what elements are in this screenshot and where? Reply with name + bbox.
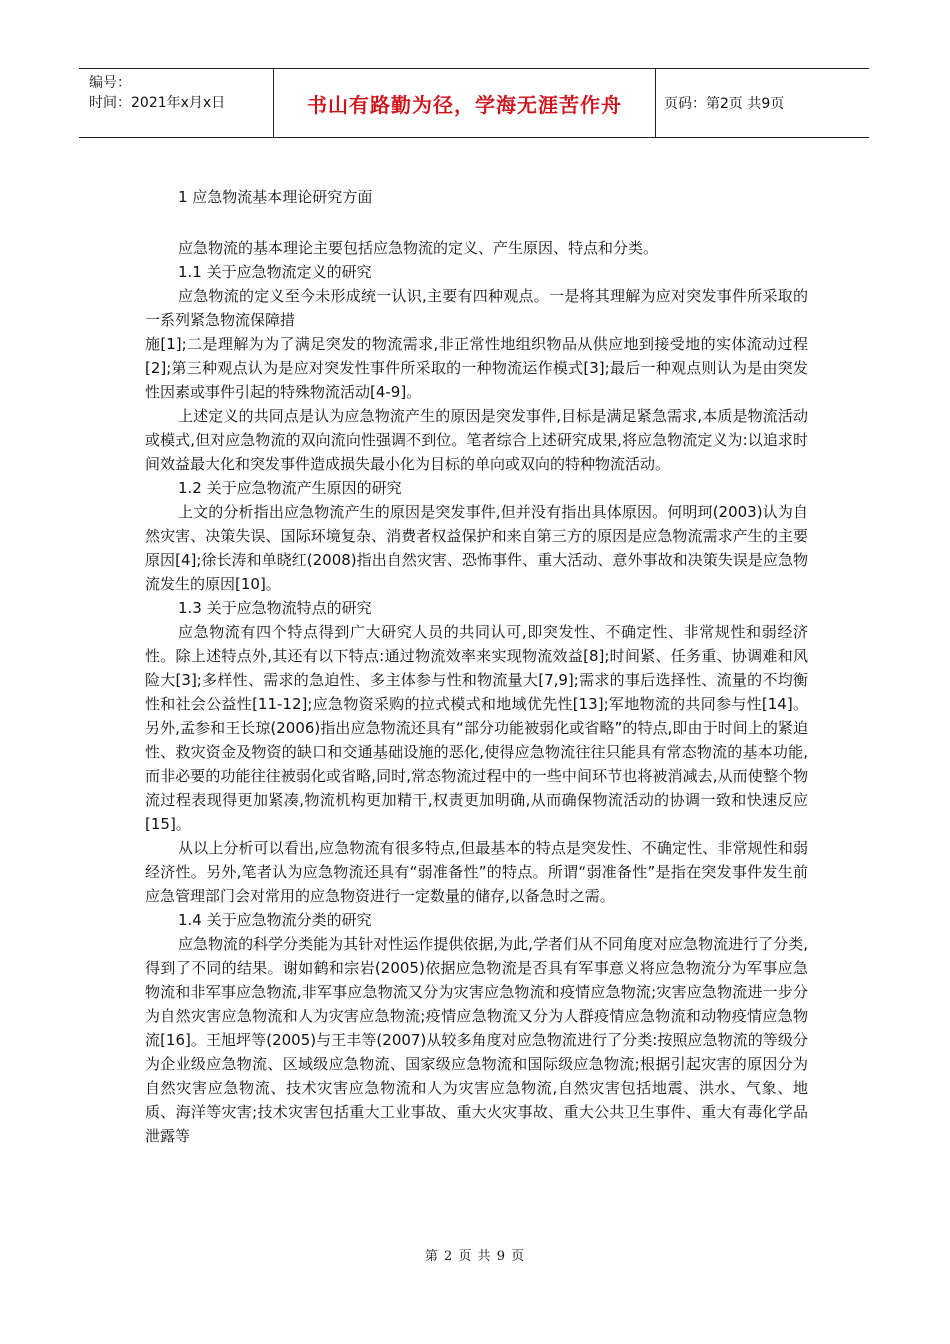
header-number-label: 编号： [89, 75, 131, 91]
header-motto: 书山有路勤为径，学海无涯苦作舟 [307, 92, 622, 117]
page-footer: 第 2 页 共 9 页 [424, 1249, 526, 1264]
section-title: 1 应急物流基本理论研究方面 [178, 188, 373, 206]
header-motto-cell [274, 69, 656, 137]
paragraph-classification: 应急物流的科学分类能为其针对性运作提供依据,为此,学者们从不同角度对应急物流进行了分类,得到了不同的结果。谢如鹤和宗岩(2005)依据应急物流是否具有军事意义将应急物流分为军事应急物流和非军事应急物流,非军事应急物流又分为灾害应急物流和疫情应急物流;灾害应急物流进一步分为自然灾害应急物流和人为灾害应急物流;疫情应急物流又分为人群疫情应急物流和动物疫情应急物流[16]。王旭坪等(2005)与王丰等(2007)从较多角度对应急物流进行了分类:按照应急物流的等级分为企业级应急物流、区域级应急物流、国家级应急物流和国际级应急物流;根据引起灾害的原因分为自然灾害应急物流、技术灾害应急物流和人为灾害应急物流,自然灾害包括地震、洪水、气象、地质、海洋等灾害;技术灾害包括重大工业事故、重大火灾事故、重大公共卫生事件、重大有毒化学品泄露等 [145, 935, 808, 1145]
document-header [79, 68, 869, 138]
header-page-cell [656, 69, 869, 137]
header-page-info: 页码：第2页 共9页 [664, 96, 785, 112]
header-meta-cell [79, 69, 274, 137]
subsection-heading-1-4: 1.4 关于应急物流分类的研究 [178, 911, 372, 929]
subsection-heading-1-2: 1.2 关于应急物流产生原因的研究 [178, 479, 402, 497]
paragraph-definition-2: 施[1];二是理解为为了满足突发的物流需求,非正常性地组织物品从供应地到接受地的实体流动过程[2];第三种观点认为是应对突发性事件所采取的一种物流运作模式[3];最后一种观点则认为是由突发性因素或事件引起的特殊物流活动[4-9]。 [145, 335, 808, 401]
paragraph-definition-summary: 上述定义的共同点是认为应急物流产生的原因是突发事件,目标是满足紧急需求,本质是物流活动或模式,但对应急物流的双向流向性强调不到位。笔者综合上述研究成果,将应急物流定义为:以追求时间效益最大化和突发事件造成损失最小化为目标的单向或双向的特种物流活动。 [145, 407, 808, 473]
paragraph-characteristics-summary: 从以上分析可以看出,应急物流有很多特点,但最基本的特点是突发性、不确定性、非常规性和弱经济性。另外,笔者认为应急物流还具有“弱准备性”的特点。所谓“弱准备性”是指在突发事件发生前应急管理部门会对常用的应急物资进行一定数量的储存,以备急时之需。 [145, 839, 808, 905]
intro-paragraph: 应急物流的基本理论主要包括应急物流的定义、产生原因、特点和分类。 [178, 239, 659, 257]
paragraph-definition-1: 应急物流的定义至今未形成统一认识,主要有四种观点。一是将其理解为应对突发事件所采取的一系列紧急物流保障措 [145, 287, 808, 329]
document-body [145, 185, 808, 1148]
paragraph-characteristics: 应急物流有四个特点得到广大研究人员的共同认可,即突发性、不确定性、非常规性和弱经济性。除上述特点外,其还有以下特点:通过物流效率来实现物流效益[8];时间紧、任务重、协调难和风险大[3];多样性、需求的急迫性、多主体参与性和物流量大[7,9];需求的事后选择性、流量的不均衡性和社会公益性[11-12];应急物资采购的拉式模式和地域优先性[13];军地物流的共同参与性[14]。另外,孟参和王长琼(2006)指出应急物流还具有“部分功能被弱化或省略”的特点,即由于时间上的紧迫性、救灾资金及物资的缺口和交通基础设施的恶化,使得应急物流往往只能具有常态物流的基本功能,而非必要的功能往往被弱化或省略,同时,常态物流过程中的一些中间环节也将被消减去,从而使整个物流过程表现得更加紧凑,物流机构更加精干,权责更加明确,从而确保物流活动的协调一致和快速反应[15]。 [145, 623, 808, 833]
paragraph-causes: 上文的分析指出应急物流产生的原因是突发事件,但并没有指出具体原因。何明珂(2003)认为自然灾害、决策失误、国际环境复杂、消费者权益保护和来自第三方的原因是应急物流需求产生的主要原因[4];徐长涛和单晓红(2008)指出自然灾害、恐怖事件、重大活动、意外事故和决策失误是应急物流发生的原因[10]。 [145, 503, 808, 593]
subsection-heading-1-3: 1.3 关于应急物流特点的研究 [178, 599, 372, 617]
subsection-heading-1-1: 1.1 关于应急物流定义的研究 [178, 263, 372, 281]
header-date-label: 时间：2021年x月x日 [89, 95, 226, 111]
